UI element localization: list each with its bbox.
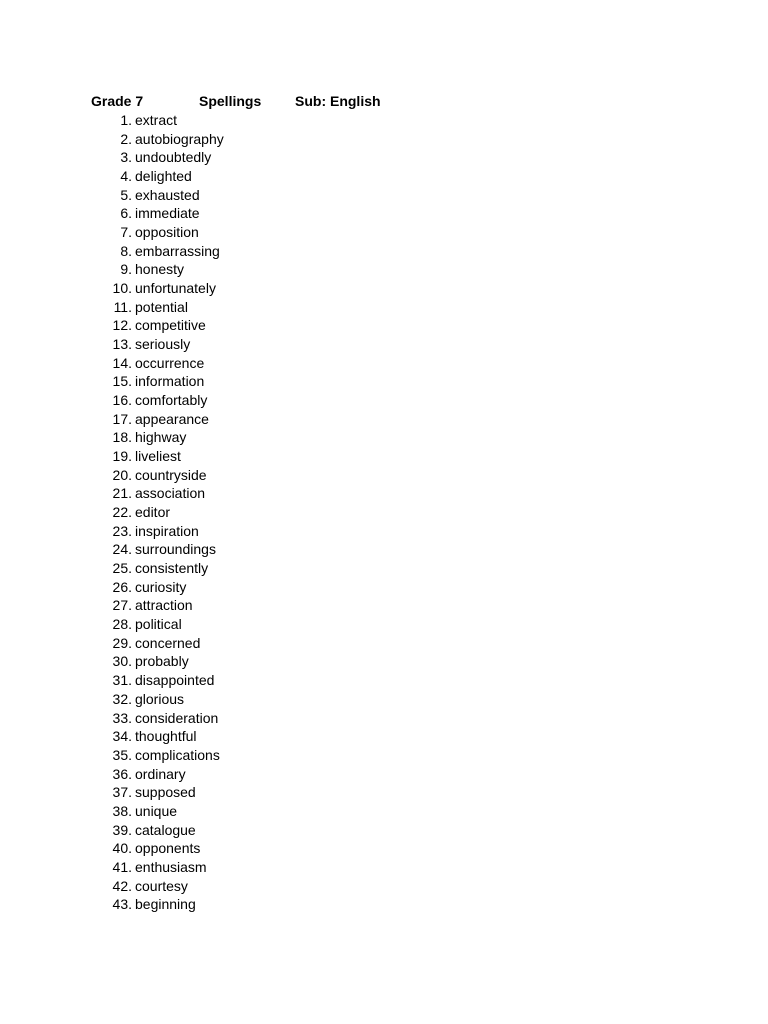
list-item-number: 20.: [112, 466, 132, 483]
list-item-word: complications: [135, 746, 220, 763]
list-item-number: 39.: [112, 821, 132, 838]
list-item-word: competitive: [135, 317, 206, 334]
list-item-word: appearance: [135, 410, 209, 427]
list-item-number: 38.: [112, 802, 132, 819]
list-item-number: 13.: [112, 336, 132, 353]
list-item: [91, 709, 224, 728]
list-item-number: 34.: [112, 728, 132, 745]
list-item: [91, 242, 224, 261]
list-item-word: unique: [135, 802, 178, 819]
list-item: [91, 428, 224, 447]
list-item-word: countryside: [135, 466, 207, 483]
grade-label: Grade 7: [91, 93, 144, 109]
list-item: [91, 167, 224, 186]
list-item: [91, 466, 224, 485]
list-item-number: 32.: [112, 690, 132, 707]
list-item-word: editor: [135, 504, 171, 521]
list-item-number: 2.: [120, 130, 132, 147]
list-item-number: 16.: [112, 392, 132, 409]
list-item: [91, 204, 224, 223]
list-item-number: 7.: [120, 224, 132, 241]
list-item-word: autobiography: [135, 130, 224, 147]
list-item-word: ordinary: [135, 765, 186, 782]
list-item-word: honesty: [135, 261, 185, 278]
list-item-number: 41.: [112, 858, 132, 875]
list-item-number: 5.: [120, 186, 132, 203]
list-item-number: 19.: [112, 448, 132, 465]
list-item: [91, 260, 224, 279]
list-item-number: 21.: [112, 485, 132, 502]
list-item-number: 42.: [112, 877, 132, 894]
list-item-number: 3.: [120, 149, 132, 166]
list-item-number: 33.: [112, 709, 132, 726]
list-item-word: information: [135, 373, 205, 390]
list-item-number: 14.: [112, 354, 132, 371]
list-item-word: inspiration: [135, 522, 199, 539]
list-item-number: 36.: [112, 765, 132, 782]
list-item-word: opposition: [135, 224, 199, 241]
list-item-word: seriously: [135, 336, 191, 353]
list-item-number: 17.: [112, 410, 132, 427]
list-item: [91, 615, 224, 634]
list-item: [91, 895, 224, 914]
list-item: [91, 410, 224, 429]
list-item-word: delighted: [135, 168, 192, 185]
list-item: [91, 335, 224, 354]
list-item: [91, 690, 224, 709]
list-item: [91, 130, 224, 149]
list-item-word: beginning: [135, 896, 196, 913]
list-item: [91, 596, 224, 615]
list-item: [91, 765, 224, 784]
list-item-number: 40.: [112, 840, 132, 857]
list-item-word: highway: [135, 429, 187, 446]
list-item-number: 24.: [112, 541, 132, 558]
list-item: [91, 316, 224, 335]
list-item-number: 30.: [112, 653, 132, 670]
list-item: [91, 503, 224, 522]
list-item-word: exhausted: [135, 186, 200, 203]
list-item: [91, 727, 224, 746]
list-item-word: undoubtedly: [135, 149, 212, 166]
list-item-word: probably: [135, 653, 189, 670]
list-item-word: concerned: [135, 634, 201, 651]
list-item-word: catalogue: [135, 821, 196, 838]
list-item: [91, 671, 224, 690]
list-item: [91, 578, 224, 597]
list-item-word: liveliest: [135, 448, 181, 465]
list-item-word: association: [135, 485, 206, 502]
list-item-word: courtesy: [135, 877, 188, 894]
list-item-number: 1.: [120, 112, 132, 128]
list-item-number: 4.: [120, 168, 132, 185]
list-item: [91, 186, 224, 205]
list-item-word: embarrassing: [135, 242, 220, 259]
list-item-number: 35.: [112, 746, 132, 763]
list-item: [91, 802, 224, 821]
list-item-number: 9.: [120, 261, 132, 278]
list-item: [91, 484, 224, 503]
list-item-word: consideration: [135, 709, 219, 726]
list-item-word: disappointed: [135, 672, 215, 689]
list-item-number: 15.: [112, 373, 132, 390]
list-item: [91, 821, 224, 840]
list-item-number: 28.: [112, 616, 132, 633]
list-item: [91, 298, 224, 317]
list-item-word: supposed: [135, 784, 196, 801]
list-item: [91, 223, 224, 242]
list-item-word: occurrence: [135, 354, 205, 371]
list-item-number: 27.: [112, 597, 132, 614]
list-item-word: glorious: [135, 690, 185, 707]
list-item-word: thoughtful: [135, 728, 197, 745]
list-item-word: curiosity: [135, 578, 187, 595]
list-item: [91, 858, 224, 877]
list-item: [91, 783, 224, 802]
list-item-word: potential: [135, 298, 188, 315]
list-item-word: consistently: [135, 560, 209, 577]
list-item-number: 26.: [112, 578, 132, 595]
list-item-number: 31.: [112, 672, 132, 689]
list-item: [91, 540, 224, 559]
list-item-number: 37.: [112, 784, 132, 801]
list-item-word: enthusiasm: [135, 858, 207, 875]
list-item: [91, 652, 224, 671]
list-item-word: political: [135, 616, 182, 633]
list-item-word: extract: [135, 112, 178, 128]
list-item: [91, 148, 224, 167]
list-item: [91, 372, 224, 391]
list-item: [91, 447, 224, 466]
list-item-number: 23.: [112, 522, 132, 539]
list-item-word: surroundings: [135, 541, 216, 558]
list-item-number: 12.: [112, 317, 132, 334]
document-title: Spellings: [199, 93, 262, 109]
list-item-word: attraction: [135, 597, 193, 614]
list-item: [91, 839, 224, 858]
list-item-word: immediate: [135, 205, 200, 222]
spelling-list: [91, 111, 224, 914]
list-item: [91, 391, 224, 410]
list-item: [91, 746, 224, 765]
list-item-number: 22.: [112, 504, 132, 521]
list-item: [91, 877, 224, 896]
list-item-number: 11.: [113, 298, 132, 315]
list-item: [91, 522, 224, 541]
list-item: [91, 279, 224, 298]
list-item: [91, 634, 224, 653]
list-item-number: 43.: [112, 896, 132, 913]
list-item: [91, 559, 224, 578]
list-item: [91, 354, 224, 373]
list-item-number: 29.: [112, 634, 132, 651]
list-item-word: comfortably: [135, 392, 208, 409]
list-item-number: 10.: [112, 280, 132, 297]
subject-label: Sub: English: [295, 93, 381, 109]
list-item: [91, 111, 224, 130]
list-item-number: 6.: [120, 205, 132, 222]
list-item-number: 25.: [112, 560, 132, 577]
list-item-number: 18.: [112, 429, 132, 446]
list-item-number: 8.: [120, 242, 132, 259]
list-item-word: opponents: [135, 840, 201, 857]
list-item-word: unfortunately: [135, 280, 216, 297]
